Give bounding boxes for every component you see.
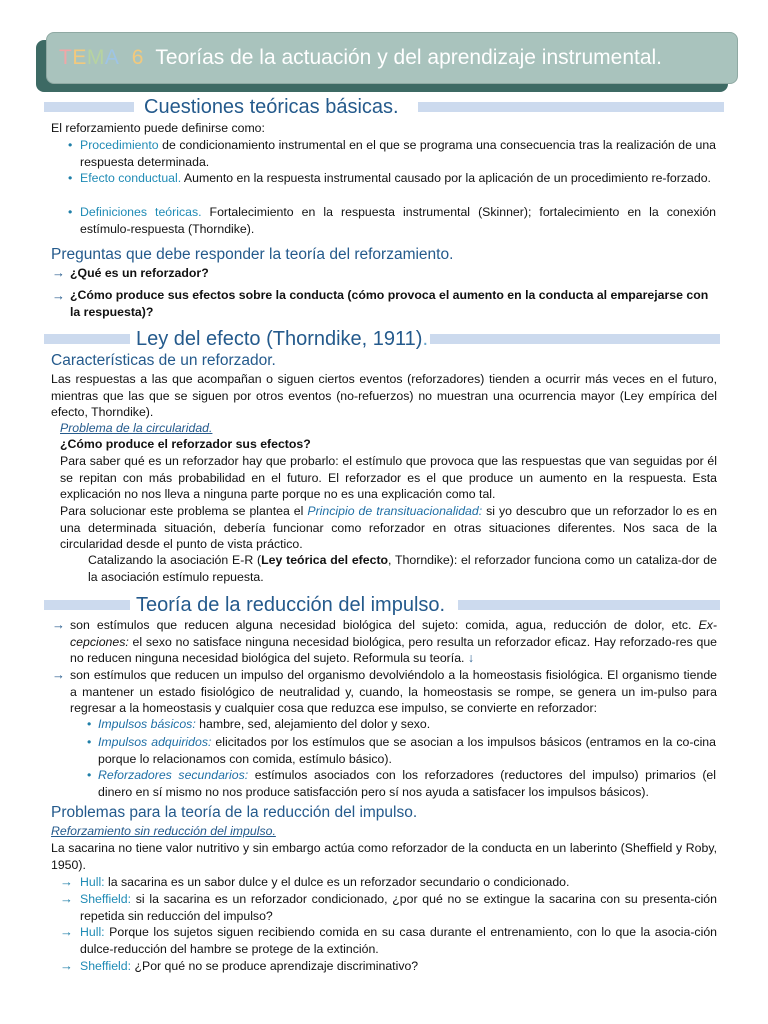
subheading-questions: Preguntas que debe responder la teoría del reforzamiento.	[51, 246, 454, 263]
dialog-line: Hull: Porque los sujetos siguen recibiendo comida en su casa durante el entrenamiento, con lo que la asocia-ción dulce-reducción del hambre se protege de la extinción.	[80, 925, 717, 956]
question-text: ¿Cómo produce el reforzador sus efectos?	[60, 437, 311, 451]
list-item: • Reforzadores secundarios: estímulos asociados con los reforzadores (reductores del impulso) primarios (el dinero en sí mismo no nos produce satisfacción pero sí nos ayuda a satisfacer los impulsos básicos).	[87, 768, 716, 799]
paragraph: Catalizando la asociación E-R (Ley teórica del efecto, Thorndike): el reforzador funciona como un cataliza-dor de la asociación estímulo repuesta.	[88, 553, 717, 584]
subheading-problems: Problemas para la teoría de la reducción del impulso.	[51, 804, 418, 821]
section-heading-drive	[44, 594, 724, 616]
tema-letter: M	[86, 46, 105, 69]
tema-letter: T	[59, 46, 73, 69]
arrow-icon: →	[60, 958, 73, 973]
question-text: ¿Cómo produce sus efectos sobre la conducta (cómo provoca el aumento en la conducta al emparejarse con la respuesta)?	[70, 288, 709, 319]
paragraph: Para saber qué es un reforzador hay que probarlo: el estímulo que provoca que las respuestas que van seguidas por él se repitan con más probabilidad en el futuro. El reforzador es el que produce un aumento en la respuesta. Esta explicación no nos lleva a ninguna parte porque no es una explicación como tal.	[60, 454, 717, 501]
section-title: Cuestiones teóricas básicas.	[144, 96, 399, 118]
dialog-line: Hull: la sacarina es un sabor dulce y el dulce es un reforzador secundario o condicionado.	[80, 875, 570, 889]
section-heading-basic	[44, 96, 724, 118]
paragraph: Las respuestas a las que acompañan o siguen ciertos eventos (reforzadores) tienden a ocurrir más veces en el futuro, mientras que las que se siguen por otros eventos (no-refuerzos) no muestran una ocurrencia mayor (Ley empírica del efecto, Thorndike).	[51, 372, 717, 419]
tema-number: 6	[131, 46, 144, 69]
tema-letter: E	[72, 46, 87, 69]
paragraph: son estímulos que reducen alguna necesidad biológica del sujeto: comida, agua, reducción de dolor, etc. Ex-cepciones: el sexo no satisface ninguna necesidad biológica, pero resulta un reforzador eficaz. Hay reforzado-res que no reducen ninguna necesidad biológica del sujeto. Reformula su teoría. ↓	[70, 618, 717, 665]
section-title: Teoría de la reducción del impulso.	[136, 594, 446, 616]
list-item: • Impulsos adquiridos: elicitados por los estímulos que se asocian a los impulsos básicos (entramos en la co-cina porque lo relacionamos con comida, estímulo básico).	[87, 735, 716, 766]
arrow-icon: →	[52, 288, 65, 303]
arrow-icon: →	[52, 265, 65, 280]
paragraph: son estímulos que reducen un impulso del organismo devolviéndolo a la homeostasis fisiológica. El organismo tiende a mantener un estado fisiológico de neutralidad y, cuando, la homeostasis se rompe, se genera un im-pulso para regresar a la homeostasis y cualquier cosa que reduzca ese impulso, se convierte en reforzador:	[70, 668, 717, 715]
list-item: • Efecto conductual. Aumento en la respuesta instrumental causado por la aplicación de un procedimiento re-forzado.	[68, 171, 711, 185]
arrow-icon: →	[60, 891, 73, 906]
dialog-line: Sheffield: ¿Por qué no se produce aprendizaje discriminativo?	[80, 959, 419, 973]
paragraph: La sacarina no tiene valor nutritivo y sin embargo actúa como reforzador de la conducta en un laberinto (Sheffield y Roby, 1950).	[51, 841, 717, 872]
list-item: • Definiciones teóricas. Fortalecimiento en la respuesta instrumental (Skinner); fortalecimiento en la conexión estímulo-respuesta (Thorndike).	[68, 205, 717, 236]
arrow-icon: →	[60, 874, 73, 889]
intro-text: El reforzamiento puede definirse como:	[51, 121, 265, 135]
question-text: ¿Qué es un reforzador?	[70, 266, 209, 280]
link-reinforcement[interactable]: Reforzamiento sin reducción del impulso.	[51, 824, 276, 838]
paragraph: Para solucionar este problema se plantea el Principio de transituacionalidad: si yo descubro que un reforzador lo es en una determinada situación, debería funcionar como reforzador en otras situaciones diferentes. Nos saca de la circularidad desde el punto de vista práctico.	[60, 504, 717, 551]
section-title: Ley del efecto (Thorndike, 1911).	[136, 328, 429, 350]
arrow-icon: →	[52, 617, 65, 632]
list-item: • Impulsos básicos: hambre, sed, alejamiento del dolor y sexo.	[87, 717, 431, 731]
dialog-line: Sheffield: si la sacarina es un reforzador condicionado, ¿por qué no se extingue la sacarina con su presenta-ción repetida sin reducción del impulso?	[80, 892, 717, 923]
arrow-icon: →	[52, 667, 65, 682]
link-circularity[interactable]: Problema de la circularidad.	[60, 421, 213, 435]
section-heading-law	[44, 328, 724, 350]
subheading-characteristics: Características de un reforzador.	[51, 352, 276, 369]
list-item: • Procedimiento de condicionamiento instrumental en el que se programa una consecuencia tras la realización de una respuesta determinada.	[68, 138, 716, 169]
down-arrow-icon: ↓	[467, 651, 475, 665]
page-title: Teorías de la actuación y del aprendizaje instrumental.	[155, 46, 663, 69]
arrow-icon: →	[60, 924, 73, 939]
tema-letter: A	[104, 46, 120, 69]
